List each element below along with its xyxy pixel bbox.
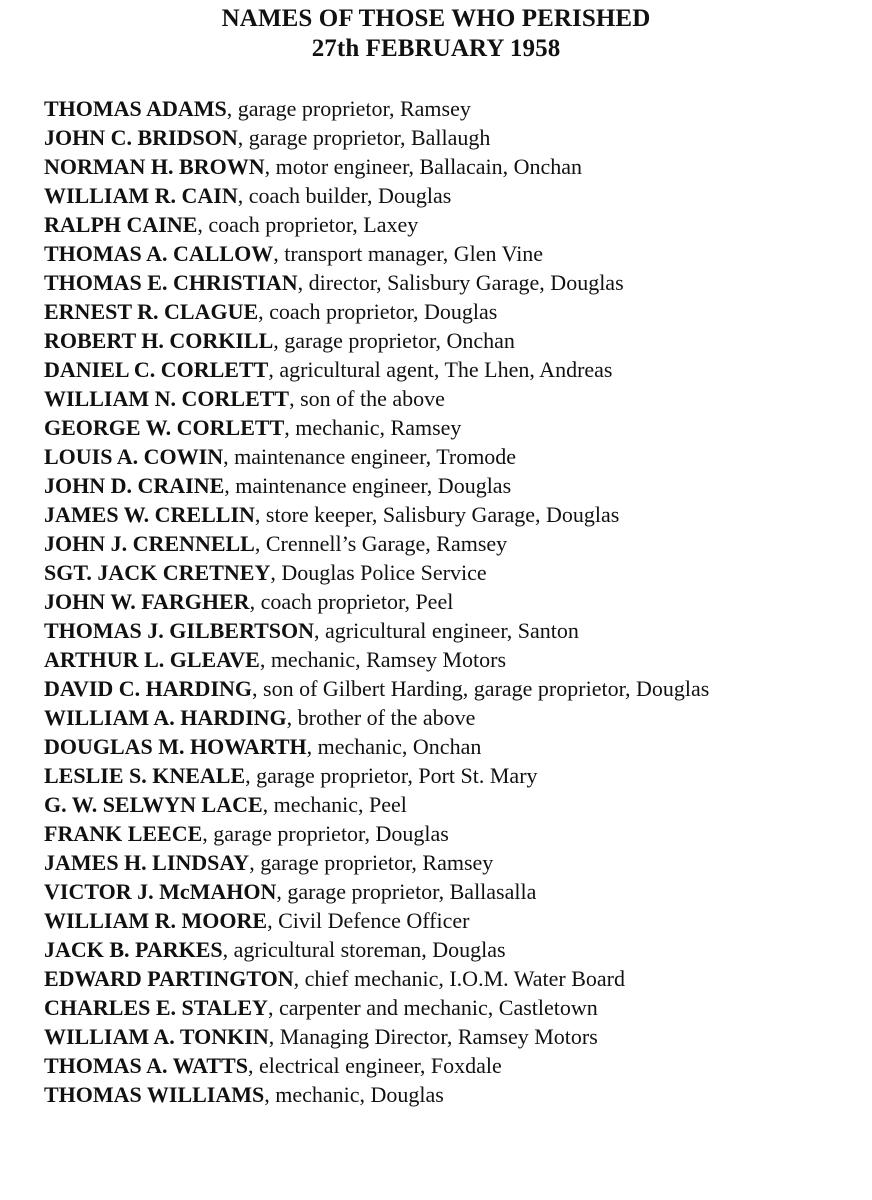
list-item xyxy=(44,123,866,152)
person-detail: , chief mechanic, I.O.M. Water Board xyxy=(293,966,625,991)
names-list xyxy=(44,94,866,1109)
person-name: SGT. JACK CRETNEY xyxy=(44,560,271,585)
person-detail: , maintenance engineer, Douglas xyxy=(224,473,512,498)
person-detail: , agricultural agent, The Lhen, Andreas xyxy=(268,357,613,382)
list-item xyxy=(44,587,866,616)
person-name: DOUGLAS M. HOWARTH xyxy=(44,734,307,759)
list-item xyxy=(44,674,866,703)
person-detail: , transport manager, Glen Vine xyxy=(273,241,544,266)
person-detail: , carpenter and mechanic, Castletown xyxy=(267,995,598,1020)
person-name: EDWARD PARTINGTON xyxy=(44,966,294,991)
person-detail: , mechanic, Ramsey Motors xyxy=(259,647,507,672)
list-item xyxy=(44,993,866,1022)
list-item xyxy=(44,732,866,761)
person-name: LESLIE S. KNEALE xyxy=(44,763,246,788)
list-item xyxy=(44,413,866,442)
person-detail: , maintenance engineer, Tromode xyxy=(223,444,517,469)
person-name: JOHN C. BRIDSON xyxy=(44,125,238,150)
person-detail: , mechanic, Onchan xyxy=(306,734,482,759)
list-item xyxy=(44,1022,866,1051)
list-item xyxy=(44,239,866,268)
person-name: FRANK LEECE xyxy=(44,821,203,846)
person-detail: , agricultural storeman, Douglas xyxy=(222,937,506,962)
person-name: JOHN W. FARGHER xyxy=(44,589,250,614)
person-detail: , Managing Director, Ramsey Motors xyxy=(268,1024,598,1049)
list-item xyxy=(44,210,866,239)
page-title: NAMES OF THOSE WHO PERISHED xyxy=(221,5,651,32)
person-name: CHARLES E. STALEY xyxy=(44,995,268,1020)
list-item xyxy=(44,1051,866,1080)
person-name: THOMAS WILLIAMS xyxy=(44,1082,265,1107)
list-item xyxy=(44,181,866,210)
person-name: THOMAS J. GILBERTSON xyxy=(44,618,315,643)
list-item xyxy=(44,790,866,819)
person-detail: , mechanic, Peel xyxy=(262,792,407,817)
person-detail: , garage proprietor, Port St. Mary xyxy=(245,763,538,788)
person-detail: , mechanic, Ramsey xyxy=(284,415,462,440)
list-item xyxy=(44,935,866,964)
person-detail: , Civil Defence Officer xyxy=(267,908,470,933)
person-name: NORMAN H. BROWN xyxy=(44,154,265,179)
person-name: JAMES W. CRELLIN xyxy=(44,502,255,527)
person-detail: , garage proprietor, Onchan xyxy=(273,328,515,353)
person-name: ROBERT H. CORKILL xyxy=(44,328,274,353)
person-name: LOUIS A. COWIN xyxy=(44,444,224,469)
person-name: ARTHUR L. GLEAVE xyxy=(44,647,260,672)
list-item xyxy=(44,268,866,297)
person-detail: , Douglas Police Service xyxy=(270,560,487,585)
person-detail: , garage proprietor, Ballasalla xyxy=(276,879,537,904)
list-item xyxy=(44,616,866,645)
person-detail: , garage proprietor, Ramsey xyxy=(226,96,471,121)
person-name: JACK B. PARKES xyxy=(44,937,223,962)
list-item xyxy=(44,94,866,123)
person-name: JOHN D. CRAINE xyxy=(44,473,225,498)
person-name: RALPH CAINE xyxy=(44,212,198,237)
list-item xyxy=(44,355,866,384)
person-name: WILLIAM R. CAIN xyxy=(44,183,238,208)
list-item xyxy=(44,703,866,732)
person-detail: , brother of the above xyxy=(286,705,476,730)
list-item xyxy=(44,877,866,906)
person-detail: , motor engineer, Ballacain, Onchan xyxy=(264,154,582,179)
list-item xyxy=(44,906,866,935)
person-detail: , electrical engineer, Foxdale xyxy=(247,1053,502,1078)
list-item xyxy=(44,645,866,674)
person-name: DANIEL C. CORLETT xyxy=(44,357,269,382)
person-name: WILLIAM R. MOORE xyxy=(44,908,268,933)
page-date: 27th FEBRUARY 1958 xyxy=(311,35,561,62)
person-detail: , Crennell’s Garage, Ramsey xyxy=(254,531,508,556)
list-item xyxy=(44,152,866,181)
person-name: WILLIAM N. CORLETT xyxy=(44,386,290,411)
person-detail: , garage proprietor, Ballaugh xyxy=(237,125,491,150)
person-detail: , son of Gilbert Harding, garage proprietor, Douglas xyxy=(252,676,710,701)
list-item xyxy=(44,500,866,529)
list-item xyxy=(44,964,866,993)
person-detail: , agricultural engineer, Santon xyxy=(314,618,579,643)
person-detail: , coach proprietor, Peel xyxy=(249,589,454,614)
person-detail: , garage proprietor, Douglas xyxy=(202,821,449,846)
person-name: THOMAS A. WATTS xyxy=(44,1053,248,1078)
list-item xyxy=(44,819,866,848)
person-detail: , coach proprietor, Douglas xyxy=(258,299,498,324)
person-name: VICTOR J. McMAHON xyxy=(44,879,277,904)
list-item xyxy=(44,761,866,790)
person-name: WILLIAM A. HARDING xyxy=(44,705,287,730)
person-detail: , garage proprietor, Ramsey xyxy=(249,850,494,875)
person-name: THOMAS E. CHRISTIAN xyxy=(44,270,298,295)
person-detail: , mechanic, Douglas xyxy=(264,1082,444,1107)
list-item xyxy=(44,1080,866,1109)
person-detail: , store keeper, Salisbury Garage, Douglas xyxy=(254,502,620,527)
person-detail: , coach proprietor, Laxey xyxy=(197,212,419,237)
list-item xyxy=(44,442,866,471)
person-name: ERNEST R. CLAGUE xyxy=(44,299,259,324)
list-item xyxy=(44,558,866,587)
list-item xyxy=(44,326,866,355)
list-item xyxy=(44,471,866,500)
person-detail: , coach builder, Douglas xyxy=(237,183,452,208)
list-item xyxy=(44,384,866,413)
list-item xyxy=(44,297,866,326)
person-name: THOMAS A. CALLOW xyxy=(44,241,274,266)
person-name: THOMAS ADAMS xyxy=(44,96,227,121)
person-detail: , son of the above xyxy=(289,386,445,411)
person-name: JAMES H. LINDSAY xyxy=(44,850,250,875)
person-name: G. W. SELWYN LACE xyxy=(44,792,263,817)
person-detail: , director, Salisbury Garage, Douglas xyxy=(297,270,624,295)
list-item xyxy=(44,848,866,877)
person-name: JOHN J. CRENNELL xyxy=(44,531,255,556)
person-name: DAVID C. HARDING xyxy=(44,676,253,701)
person-name: WILLIAM A. TONKIN xyxy=(44,1024,269,1049)
list-item xyxy=(44,529,866,558)
person-name: GEORGE W. CORLETT xyxy=(44,415,285,440)
